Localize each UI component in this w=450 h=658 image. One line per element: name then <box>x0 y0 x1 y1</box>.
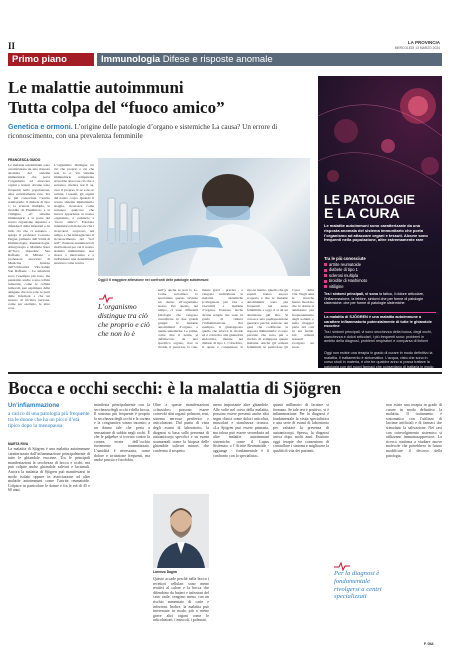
symptoms-text: la fatica, il dolore articolare, l’infiammazione, la febbre, sintomi che per forme di patologie sistemiche: che per forme di patologie sistemiche <box>324 292 425 305</box>
lab-photo-caption: Oggi il 6 maggiore attenzione nei confronti delle patologie autoimmuni <box>98 278 209 282</box>
portrait-caption: Lorenzo Dagna <box>153 570 177 574</box>
headline-line2: Tutta colpa del “fuoco amico” <box>8 97 225 117</box>
article1-col4: mente gravi - precisa - e vengono individuate le malattie sistemiche (collagenosi più rare e vasculiti) e malattie d’organo. Esistono anche alcune terapie che sono in grado di ridurre l’infiammazione. Per esempio, il giustapposto quello che attacca la tiroide ed è coinvolto alla ghiandola endocrina, mentre nel diabete di tipo 1, l’obiettivo, il quale è conquistare la <box>202 288 243 349</box>
article2-col6: quanti millimetri di lacrime si formano. Se tale test è positivo, vi è infiammazione. Per la diagnosi è fondamentale la visita specialistica e una serie di esami di laboratorio per valutare la presenza di autoanticorpi. Spesso, la diagnosi arriva dopo molti anni. Esistono oggi terapie che consentono di controllare i sintomi e migliorare la qualità di vita dei pazienti. <box>273 403 329 453</box>
article2-byline: MARTA RIVA <box>8 442 29 446</box>
section-divider <box>8 372 442 374</box>
article1-col1: Le malattie autoimmuni sono caratterizzate da una risposta anomala del sistema immunitario che porta l’organismo ad attaccare organi e tessuti. Alcune sono frequenti nella popolazione, altre estremamente rare. Tra le più conosciute l’artrite reumatoide, il diabete di tipo 1, la sclerosi multipla, la tiroidite di Hashimoto e la vitiligine. «Il sistema immunitario è la parte del nostro organismo deputata a difenderci dalle infezioni e da tutto ciò che ci estraneo - spiega il professor Lorenzo Dagna, primario dell’Unità di Immunologia, Reumatologia, Allergologia e Malattie Rare all’Irccs Ospedale San Raffaele di Milano e professore associato di Medicina Interna dell’Università Vita-Salute San Raffaele -. Le infezioni sono l’esempio più noto, ma pensiamo anche a una cellula tumorale, come le cellule tumorali, può esprimere delle antigene che non sono le parti delle infezioni e che un tessuto di un’altra persona, come per esempio, le altre cose. <box>8 163 50 311</box>
article1-col2: L’organismo distingue tra ciò che proprio e ciò che non lo è. Un sistema immunitario competente dovrebbe attaccare ciò che è estraneo, mentre noi il sé, cioè il proprio. Il sé sono le cellule, i tessuti, gli organi del nostro corpo. Quando il nostro sistema immunitario sbaglia, riconosce come estraneo qualcosa che invece appartiene al nostro organismo, e comincia a ‘fuoco amico’. Esistono innumerevoli molecole che i ricercatori scoprono nel tempo e che interagiscono il riconoscimento del “not self”. Esistono innumerevoli motivazioni per cui il nostro sistema immunitario non riesce a intervenire e a individuare una determinata struttura come nostra. <box>54 163 94 266</box>
infographic-sjogren-symptoms: Tra i sintomi principali, vi sono secchezza della bocca, degli occhi, stanchezza e dolori articolari, i più frequenti sono: problemi in ambito della diagnosi, problemi respiratori e comparsa di linfomi <box>324 330 432 343</box>
portrait-illustration <box>153 494 209 568</box>
article1-headline <box>8 78 308 117</box>
portrait-photo <box>153 494 209 568</box>
article1-pullquote: L’organismo distingue tra ciò che proprio e ciò che non lo è <box>98 302 150 338</box>
infographic-intro: Le malattie autoimmuni sono caratterizzate da una risposta anomala del sistema immunitario che porta l’organismo ad attaccare organi e tessuti. Alcune sono frequenti nella popolazione, altre estremamente rare <box>324 223 428 243</box>
article2-col4: Questo accade perché nella bocca i recettori cellulari sono meno reattivi al calore e la bocca che difendono da batteri e infezioni del cavo orale, vengono meno, con un rischio aumentato di carie e infezioni. Inoltre, la malattia può interessare in modo più o meno grave altri organi come le articolazioni, i muscoli, i polmoni. <box>153 577 209 623</box>
date: MERCOLEDÌ 13 MARZO 2024 <box>394 46 440 50</box>
infographic-sjogren: La malattia di SJÖGREN è una malattia autoimmune a carattere infiammatorio potenzialmente di tutte le ghiandole esocrine <box>324 315 432 329</box>
list-item: diabete di tipo 1 <box>324 267 367 272</box>
lab-photo-illustration <box>98 158 310 276</box>
infographic-title-line1: LE PATOLOGIE <box>324 193 415 207</box>
list-item: sclerosi multipla <box>324 273 367 278</box>
subhead-text: L’origine delle patologie d’organo e sistemiche La causa? Un errore di riconoscimento, con una prevalenza femminile <box>8 123 278 140</box>
symptoms-title: Tra i sintomi principali, vi sono <box>324 292 379 296</box>
subhead-lead: Genetica e ormoni. <box>8 122 73 131</box>
article2-col1: La malattia di Sjögren è una malattia autoimmune caratterizzata dall’infiammazione principalmente di tutte le ghiandole esocrine. Tra le principali manifestazioni la secchezza di bocca e occhi, ma può colpire anche ghiandole salivari e lacrimali. Ancora la malattia di Sjögren può manifestarsi in modo isolato oppure in associazione ad altre malattie autoimmuni come l’artrite reumatoide. Colpisce in particolare le donne e fra le età di 45 e 60 anni. <box>8 447 90 493</box>
article2-pullquote: Per la diagnosi è fondamentale rivolgersi a centri specializzati <box>334 570 382 601</box>
article2-signoff: F. GUI. <box>424 642 435 646</box>
article2-col3: Oltre a queste manifestazioni «classiche» possono essere coinvolti altri organi: polmoni, reni, sistema nervoso periferico e articolazioni. Dal punto di vista degli esami di laboratorio, la diagnosi si basa sulla presenza di autoanticorpi specifici e su esami strumentali come la biopsia delle ghiandole salivari minori, che conferma il sospetto. <box>153 403 209 453</box>
article1-col3: sull’), anche se non lo è». Come sottolinea lo specialista questo avviene un danno all’organismo stesso. Per questo, nel tempo, ci sono differenti patologie che vengono classificate in due grandi gruppi: le malattie autoimmuni d’organo e quelle sistemiche. Le prime, come dice il nome, si definiscono da uno specifico organo, cioè la tiroide, il pancreas, la cute. <box>158 288 198 349</box>
article1-subhead <box>8 123 318 140</box>
infographic-divider <box>324 312 436 313</box>
article1-byline: FRANCESCA GUIDO <box>8 158 41 162</box>
article2-col5: meno importante altre ghiandole. Alle volte nel corso della malattia, possono essere presenti anche altri segni clinici come dolori articolari, muscolari e stanchezza cronica. «La Sjögren può essere primaria, ma talora può essere secondaria ad altre malattie autoimmuni sistemiche, come il Lupus Sistemico o l’Artrite Reumatoide - aggiunge - fondamentale è il confronto con lo specialista». <box>213 403 269 458</box>
section-topic-bold: Immunologia <box>101 54 161 65</box>
article1-col5: tipo in merito. Quello che gli esperti hanno ancora scoperto è che le malattie autoimmuni sono più frequenti nel sesso femminile e oggi ci si dà un attenzione più alta. Si conosce una predisposizione genetica perché esistono dei geni che codificano la risposta immunitaria: ci sono persone che sono più a rischio di sviluppare queste malattie. Anche gli ormoni femminili, in particolare gli <box>247 288 288 349</box>
lab-photo <box>98 158 310 276</box>
list-item: tiroidite di Hashimoto <box>324 278 367 283</box>
article2-sidebar-title: Un’infiammazione <box>8 403 60 409</box>
section-label: Primo piano <box>8 53 94 66</box>
infographic-list <box>324 262 367 289</box>
article2-sidebar: a carico di una patologia più frequente tra le donne che ha un picco d’età tipico dopo la menopausa <box>8 411 90 430</box>
masthead: LA PROVINCIA <box>407 40 440 45</box>
infographic-list-title: Tra le più conosciute <box>324 256 366 261</box>
article2-headline: Bocca e occhi secchi: è la malattia di Sjögren <box>8 378 342 398</box>
headline-line1: Le malattie autoimmuni <box>8 78 184 97</box>
infographic-title <box>324 194 415 220</box>
infographic-symptoms <box>324 292 436 306</box>
page-number: II <box>8 41 16 51</box>
list-item: vitiligine <box>324 284 367 289</box>
infographic-title-line2: E LA CURA <box>324 205 400 221</box>
list-item: artrite reumatoide <box>324 262 367 267</box>
infographic-panel <box>318 76 442 368</box>
article1-col6-visible: l’arco della vita. Negli anni le ricerche hanno mostrato che le donne si ammalano più frequentemente degli uomini, e nella maggior parte dei casi in età fertile. Gli ormoni sessuali svolgono un ruolo <box>292 288 314 349</box>
article2-col7: non esiste una terapia in grado di curare in modo definitivo la malattia. Il trattamento è sintomatico con l’utilizzo di lacrime artificiali e di farmaci che stimolano la salivazione. Nei casi con coinvolgimento sistemico si utilizzano immunosoppressori. La ricerca continua a studiare nuove molecole che potrebbero in futuro modificare il decorso della patologia. <box>386 403 442 458</box>
section-topic-rest: Difese e risposte anomale <box>162 54 273 65</box>
section-topic-bar <box>97 53 442 66</box>
infographic-footer: Oggi non esiste una terapia in grado di curare in modo definitivo la malattia. Il trattamento è sintomatico. L’acqua, visto che sono in corso studi in materia, è che tre qualche anno si possa trattare la patologia con dei nuovi farmaci che consentano di trattarla in modo <box>324 351 434 368</box>
article2-col2: manifesta principalmente con la secchezza degli occhi e della bocca. Il sintomo più frequente è proprio la secchezza degli occhi e la cornea e la congiuntiva vanno incontro a un danno tale che porta a sensazione di sabbia negli occhi. È che le palpebre si trovino contro la cornea, errate dell’occhio fortemente traumatizzato. L’umidità è necessaria, come dolore e irritazione frequenti, ma anche prurito e fotofobia. <box>94 403 150 463</box>
